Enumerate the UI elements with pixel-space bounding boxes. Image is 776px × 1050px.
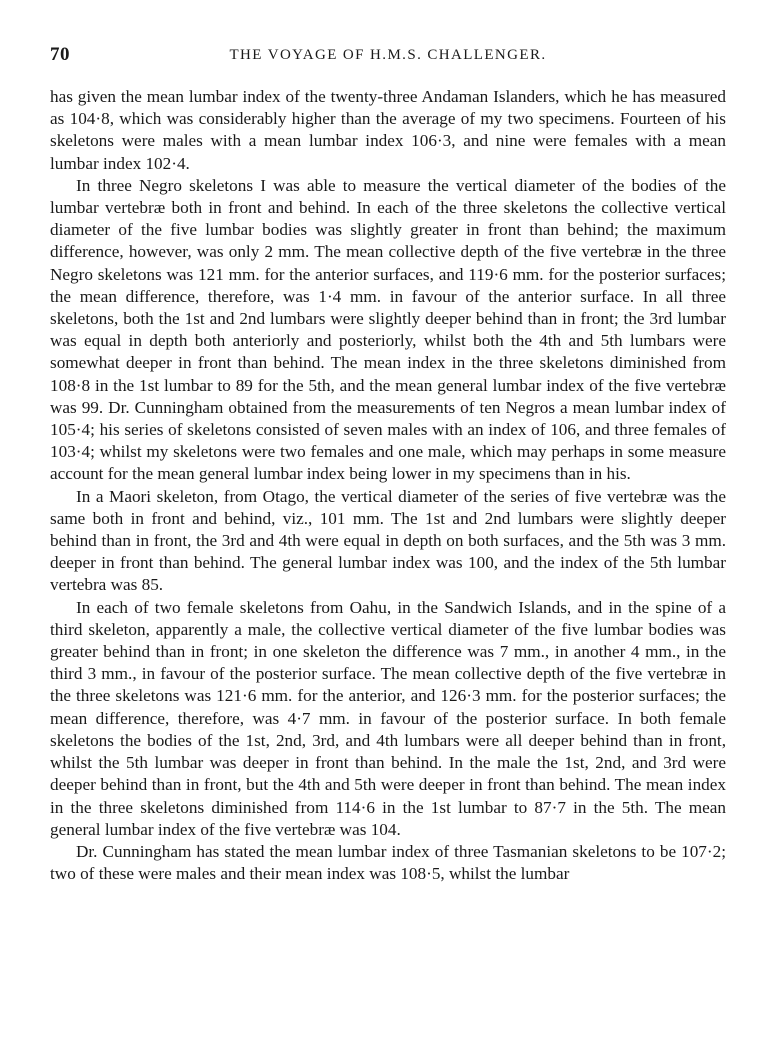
page-header <box>50 44 726 74</box>
paragraph-oahu-skeletons: In each of two female skeletons from Oahu, in the Sandwich Islands, and in the spine of a third skeleton, apparently a male, the collective vertical diameter of the five lumbar bodies was greater behind than in front; in one skeleton the difference was 7 mm., in another 4 mm., in the third 3 mm., in favour of the posterior surface. The mean collective depth of the five vertebræ in the three skeletons was 121·6 mm. for the anterior, and 126·3 mm. for the posterior surfaces; the mean difference, therefore, was 4·7 mm. in favour of the posterior surface. In both female skeletons the bodies of the 1st, 2nd, 3rd, and 4th lumbars were all deeper behind than in front, whilst the 5th lumbar was deeper in front than behind. In the male the 1st, 2nd, and 3rd were deeper behind than in front, but the 4th and 5th were deeper in front than behind. The mean index in the three skeletons diminished from 114·6 in the 1st lumbar to 87·7 in the 5th. The mean general lumbar index of the five vertebræ was 104. <box>50 597 726 839</box>
body-text <box>50 86 726 885</box>
paragraph-negro-skeletons: In three Negro skeletons I was able to measure the vertical diameter of the bodies of the lumbar vertebræ both in front and behind. In each of the three skeletons the collective vertical diameter of the five lumbar bodies was slightly greater in front than behind; the maximum difference, however, was only 2 mm. The mean collective depth of the five vertebræ in the three Negro skeletons was 121 mm. for the anterior surfaces, and 119·6 mm. for the posterior surfaces; the mean difference, therefore, was 1·4 mm. in favour of the anterior surface. In all three skeletons, both the 1st and 2nd lumbars were slightly deeper behind than in front; the 3rd lumbar was equal in depth both anteriorly and posteriorly, whilst both the 4th and 5th lumbars were somewhat deeper in front than behind. The mean index in the three skeletons diminished from 108·8 in the 1st lumbar to 89 for the 5th, and the mean general lumbar index of the five vertebræ was 99. Dr. Cunningham obtained from the measurements of ten Negros a mean lumbar index of 105·4; his series of skeletons consisted of seven males with an index of 106, and three females of 103·4; whilst my skeletons were two females and one male, which may perhaps in some measure account for the mean general lumbar index being lower in my specimens than in his. <box>50 175 726 484</box>
running-title: THE VOYAGE OF H.M.S. CHALLENGER. <box>229 47 547 63</box>
paragraph-continued: has given the mean lumbar index of the twenty-three Andaman Islanders, which he has measured as 104·8, which was considerably higher than the average of my two specimens. Fourteen of his skeletons were males with a mean lumbar index 106·3, and nine were females with a mean lumbar index 102·4. <box>50 87 726 173</box>
paragraph-maori-skeleton: In a Maori skeleton, from Otago, the vertical diameter of the series of five vertebræ was the same both in front and behind, viz., 101 mm. The 1st and 2nd lumbars were slightly deeper behind than in front, the 3rd and 4th were equal in depth on both surfaces, and the 5th was 3 mm. deeper in front than behind. The general lumbar index was 100, and the index of the 5th lumbar vertebra was 85. <box>50 486 726 595</box>
page-number: 70 <box>50 44 70 65</box>
paragraph-tasmanian-skeletons: Dr. Cunningham has stated the mean lumbar index of three Tasmanian skeletons to be 107·2; two of these were males and their mean index was 108·5, whilst the lumbar <box>50 841 726 884</box>
